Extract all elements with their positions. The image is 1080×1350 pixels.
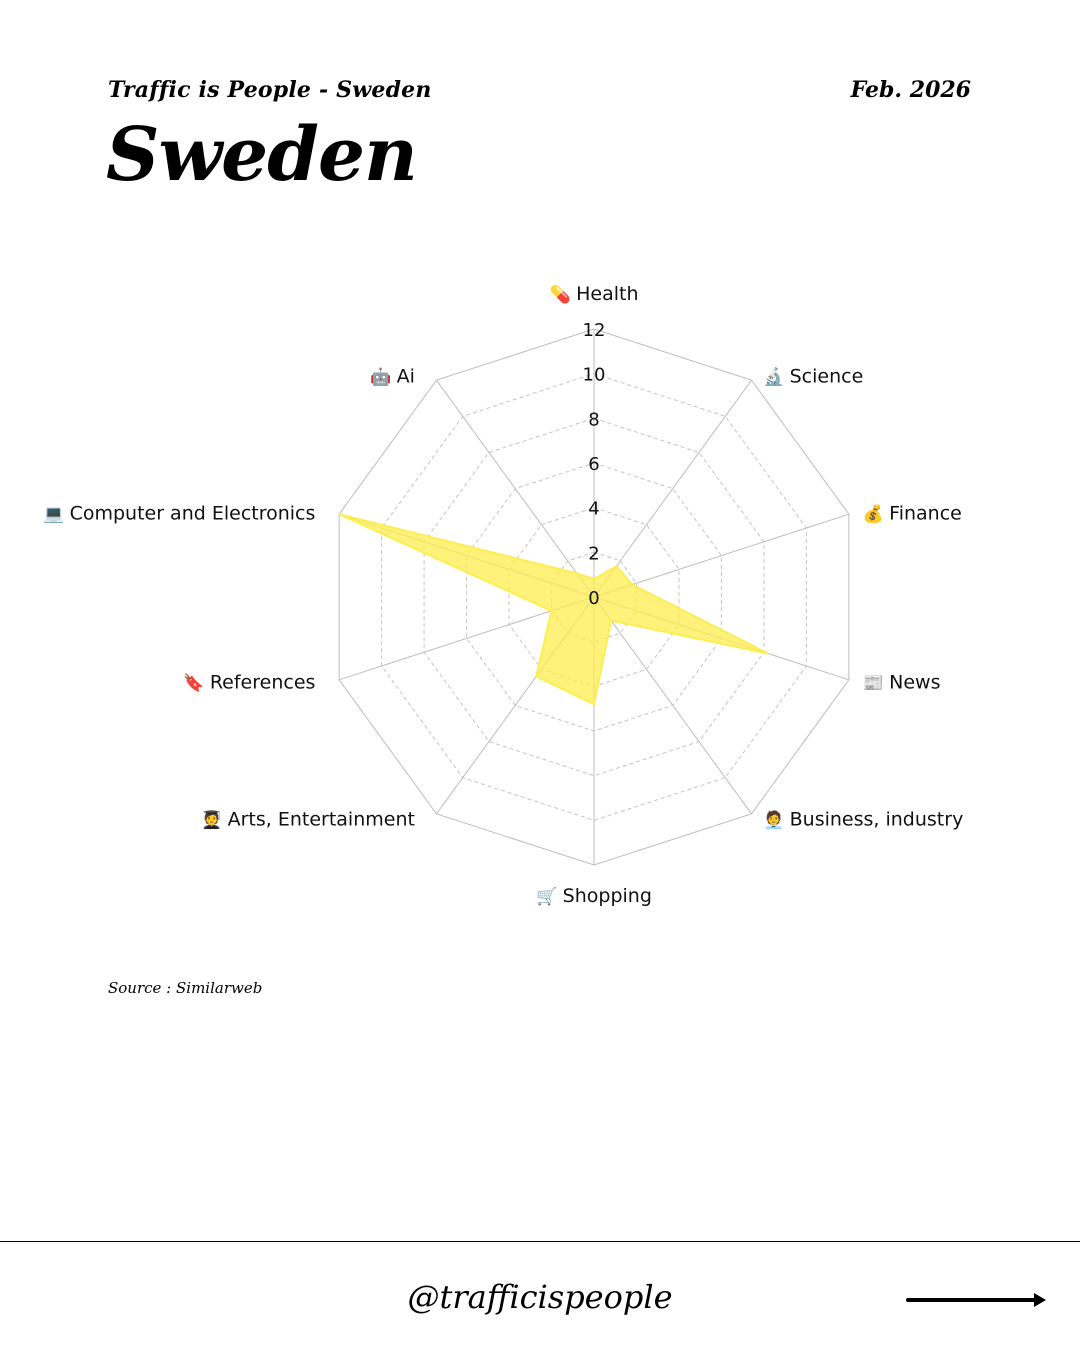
category-label — [370, 365, 415, 387]
category-label — [763, 365, 863, 387]
grid-spoke — [594, 380, 752, 597]
category-label — [550, 283, 639, 305]
tick-label: 4 — [588, 498, 600, 520]
source-note: Source : Similarweb — [108, 979, 263, 997]
bookmark-icon: 🔖 — [183, 673, 210, 694]
category-label-text: Health — [576, 283, 639, 305]
robot-icon: 🤖 — [370, 367, 397, 388]
radar-series — [339, 514, 768, 704]
category-label — [536, 885, 652, 907]
series-title: Traffic is People - Sweden — [108, 77, 432, 103]
microscope-icon: 🔬 — [763, 367, 790, 388]
category-label — [201, 809, 415, 831]
footer-divider — [0, 1241, 1080, 1242]
category-label-text: Finance — [889, 502, 962, 525]
series-area — [339, 514, 768, 704]
category-label-text: Arts, Entertainment — [227, 808, 415, 831]
date-label: Feb. 2026 — [850, 77, 971, 103]
social-handle: @trafficispeople — [407, 1278, 673, 1316]
newspaper-icon: 📰 — [862, 673, 890, 694]
category-label-text: Business, industry — [789, 808, 964, 831]
money-bag-icon: 💰 — [862, 504, 890, 525]
tick-label: 8 — [588, 409, 600, 431]
tick-label: 10 — [582, 364, 606, 386]
category-label-text: References — [209, 671, 316, 694]
category-label — [863, 672, 941, 694]
category-label-text: Ai — [396, 365, 415, 388]
tick-label: 6 — [588, 454, 600, 475]
page-title: Sweden — [106, 112, 417, 198]
category-label — [43, 502, 315, 524]
category-label-text: News — [889, 671, 941, 694]
laptop-icon: 💻 — [42, 504, 70, 525]
shopping-cart-icon: 🛒 — [536, 887, 563, 907]
category-label-text: Shopping — [562, 885, 652, 907]
tick-label: 12 — [582, 320, 606, 341]
category-label — [863, 502, 962, 524]
office-worker-icon: 🧑‍💼 — [763, 810, 790, 831]
tick-label: 0 — [588, 588, 600, 609]
tick-label: 2 — [588, 543, 600, 565]
category-label-text: Science — [789, 365, 864, 388]
category-label — [183, 672, 315, 694]
category-label-text: Computer and Electronics — [69, 502, 316, 525]
next-arrow-icon[interactable] — [906, 1288, 1048, 1312]
category-label — [763, 809, 963, 831]
radar-labels — [43, 283, 963, 907]
student-icon: 🧑‍🎓 — [201, 810, 228, 831]
pill-icon: 💊 — [549, 285, 577, 305]
